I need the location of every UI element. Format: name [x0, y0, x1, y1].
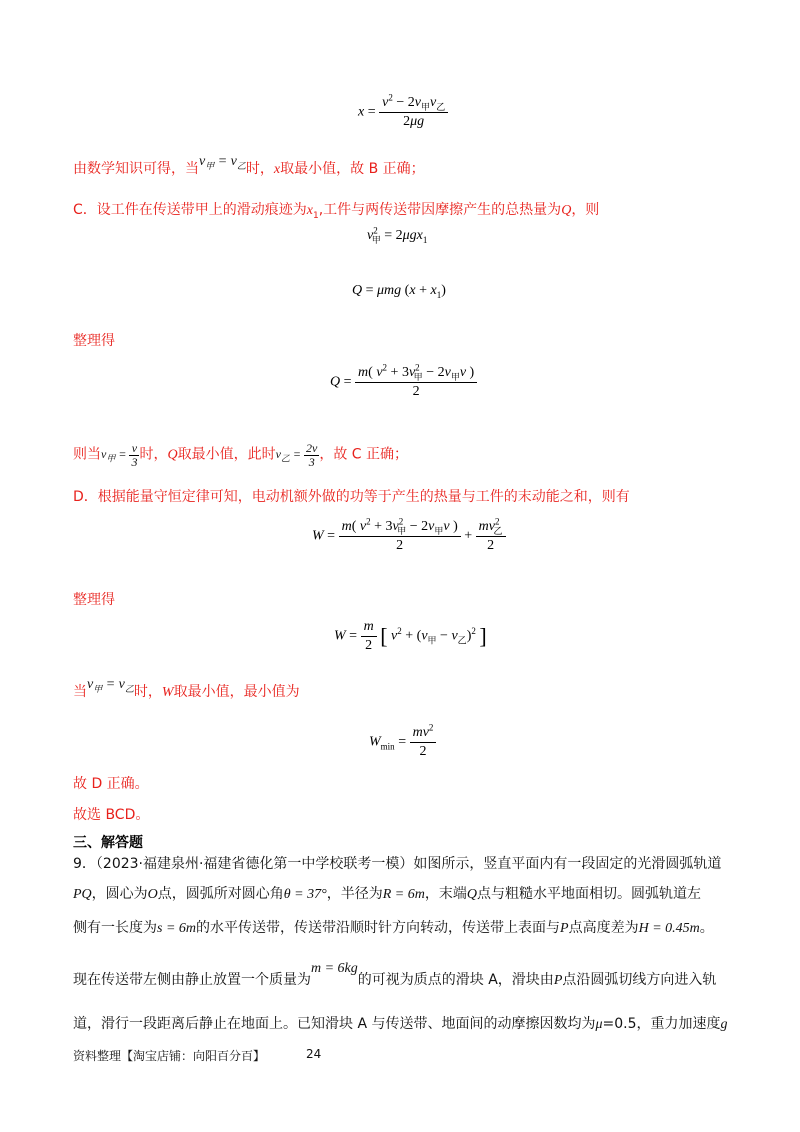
equation-q: Q = μmg $(x + x_1)$ — [352, 283, 446, 300]
text-segment: 道，滑行一段距离后静止在地面上。已知滑块 A 与传送带、地面间的动摩擦因数均为 — [73, 1016, 596, 1032]
math-var: x — [273, 162, 281, 177]
page-number: 24 — [306, 1047, 322, 1061]
text-line-6: 整理得 — [73, 592, 115, 608]
text-line-3: 整理得 — [73, 333, 115, 349]
text-segment: 点与粗糙水平地面相切。圆弧轨道左 — [476, 886, 701, 902]
text-segment: =0.5，重力加速度 — [602, 1016, 721, 1032]
problem-line-5 — [73, 1014, 728, 1035]
text-segment: 取最小值，故 B 正确； — [280, 161, 425, 177]
inline-equation: $v_乙$ = $\frac{2v}{3}$ — [275, 441, 318, 469]
math-var: Q — [561, 203, 572, 218]
section-heading: 三、解答题 — [73, 835, 143, 851]
math-var: Q — [466, 887, 477, 902]
math-sub: 1 — [313, 210, 319, 221]
text-segment: 点，圆弧所对圆心角 — [157, 886, 284, 902]
text-segment: 时， — [139, 446, 168, 463]
equation-x: x = $\frac{v^2 - 2v_甲v_乙}{2\mu g}$ — [358, 94, 448, 131]
math-var: μ — [595, 1017, 603, 1032]
math-expr: s = 6m — [157, 921, 197, 936]
text-segment: 侧有一长度为 — [73, 920, 157, 936]
equation-v-squared: $v^2_甲 = 2\mu gx_1$ — [367, 225, 428, 245]
math-var: Q — [167, 447, 178, 463]
text-segment: ，故 C 正确； — [319, 446, 409, 463]
inline-equation: $v_甲 = v_乙$ — [87, 677, 134, 694]
math-var: g — [720, 1017, 728, 1032]
text-line-4 — [73, 442, 408, 469]
text-segment: 的可视为质点的滑块 A，滑块由 — [357, 972, 554, 988]
inline-equation: $v_甲$ = $\frac{v}{3}$ — [101, 441, 138, 469]
footer-source: 资料整理【淘宝店铺：向阳百分百】 — [73, 1049, 266, 1063]
text-segment: C．设工件在传送带甲上的滑动痕迹为 — [73, 202, 307, 218]
math-var: P — [553, 973, 563, 988]
text-segment: 时， — [245, 161, 274, 177]
text-segment: 取最小值，最小值为 — [173, 684, 300, 700]
text-segment: 的水平传送带，传送带沿顺时针方向转动，传送带上表面与 — [196, 920, 561, 936]
text-segment: 点高度差为 — [568, 920, 639, 936]
problem-line-2 — [73, 884, 701, 905]
text-line-9: 故选 BCD。 — [73, 807, 150, 823]
math-expr: R = 6m — [382, 887, 425, 902]
text-line-c — [73, 200, 599, 221]
equation-q-expanded: Q = $\frac{m( v^2 + 3v^2_甲 - 2v_甲v )}{2}$ — [330, 364, 477, 401]
text-segment: 则当 — [73, 446, 101, 463]
text-segment: ，末端 — [424, 886, 467, 902]
math-expr: H = 0.45m — [638, 921, 700, 936]
math-expr: θ = 37° — [283, 887, 327, 902]
text-segment: 当 — [73, 684, 87, 700]
inline-equation: $v_甲 = v_乙$ — [199, 154, 246, 171]
text-segment: 时， — [133, 684, 162, 700]
text-segment: 现在传送带左侧由静止放置一个质量为 — [73, 972, 311, 988]
text-segment: ，则 — [571, 202, 600, 218]
text-line-8: 故 D 正确。 — [73, 776, 149, 792]
equation-w: W = $\frac{m( v^2 + 3v^2_甲 - 2v_甲v )}{2}$ + $\frac{mv^2_乙}{2}$ — [312, 518, 506, 555]
text-segment: ，圆心为 — [91, 886, 148, 902]
problem-line-1: 9．（2023·福建泉州·福建省德化第一中学校联考一模）如图所示，竖直平面内有一段固定的光滑圆弧轨道 — [73, 856, 722, 872]
text-segment: 取最小值，此时 — [177, 446, 276, 463]
math-var: P — [560, 921, 569, 936]
text-segment: ,工件与两传送带因摩擦产生的总热量为 — [318, 202, 562, 218]
text-segment: 。 — [699, 920, 714, 936]
text-segment: ，半径为 — [326, 886, 383, 902]
problem-line-3 — [73, 918, 714, 939]
math-var: O — [147, 887, 158, 902]
math-var: x — [306, 203, 313, 218]
text-line-1 — [73, 154, 425, 180]
text-segment: 由数学知识可得，当 — [73, 161, 199, 177]
problem-line-4 — [73, 961, 717, 991]
text-line-d: D．根据能量守恒定律可知，电动机额外做的功等于产生的热量与工件的末动能之和，则有 — [73, 489, 630, 505]
equation-w-simplified: W = $\frac{m}{2}$ [ $v^2 + (v_甲 - v_乙)^2$ ] — [334, 619, 487, 653]
math-var: PQ — [73, 887, 92, 902]
math-var: W — [161, 685, 174, 700]
math-expr: m = 6kg — [311, 961, 358, 976]
equation-w-min: $W_{min}$ = $\frac{mv^2}{2}$ — [369, 724, 436, 761]
text-line-7 — [73, 677, 300, 703]
text-segment: 点沿圆弧切线方向进入轨 — [562, 972, 717, 988]
